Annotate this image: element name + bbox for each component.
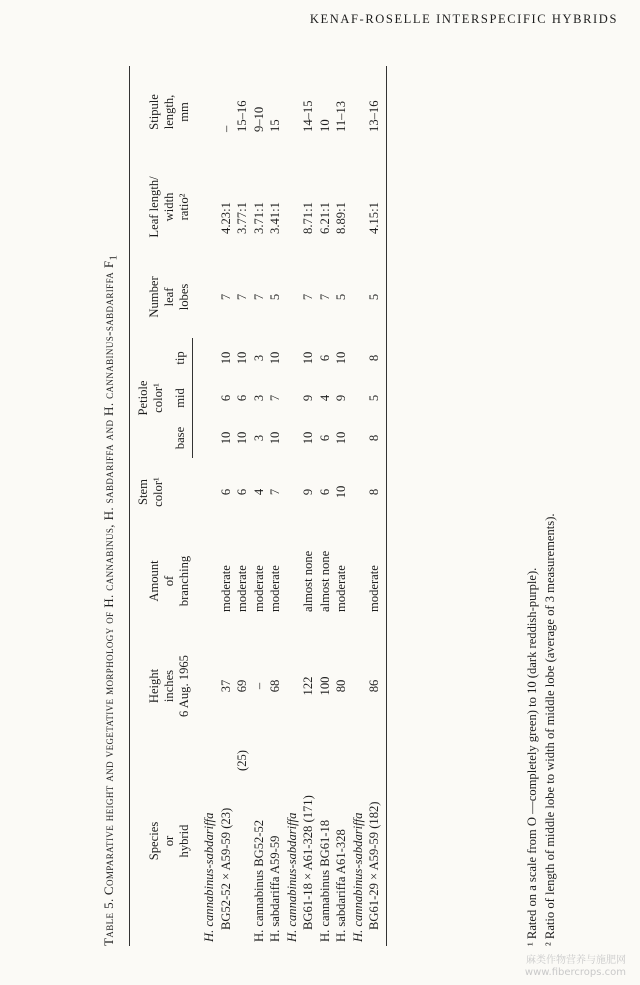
header-species: Species or hybrid [130,736,193,946]
header-leaf-lobes: Number leaf lobes [130,256,193,338]
table-row: H. cannabinus BG61-18 100 almost none 6 6 4 6 7 6.21:1 10 [317,119,332,942]
footnote-2: ² Ratio of length of middle lobe to width of middle lobe (average of 3 measurements). [543,513,557,946]
table-row: H. cannabinus-sabdariffa [202,812,216,942]
table-row: H. sabdariffa A61-328 80 moderate 10 10 9 10 5 8.89:1 11–13 [334,100,348,942]
header-stipule-length: Stipule length, mm [130,66,193,158]
header-petiole-tip: tip [167,338,193,378]
header-stem-color: Stem color¹ [130,458,193,526]
table-caption [101,66,120,946]
table-row: H. cannabinus BG52-52 – moderate 4 3 3 3 7 3.71:1 9–10 [251,106,266,942]
watermark-line-2: www.fibercrops.com [524,967,626,978]
header-petiole-color: Petiole color¹ [130,338,168,458]
caption-subscript: 1 [107,255,120,261]
morphology-table [129,66,387,946]
rotated-table-page [95,50,615,960]
table-row: H. cannabinus-sabdariffa [350,812,365,942]
header-leaf-ratio: Leaf length/ width ratio² [130,158,193,256]
caption-label: Table 5. [101,898,116,946]
header-branching: Amount of branching [130,526,193,636]
watermark-line-1: 麻类作物营养与施肥网 [526,955,626,966]
watermark [525,955,626,979]
header-petiole-mid: mid [167,378,193,418]
table-row: BG61-29 × A59-59 (182) 86 moderate 8 8 5 8 5 4.15:1 13–16 [366,66,386,946]
footnote-1: ¹ Rated on a scale from O —completely green) to 10 (dark reddish-purple). [525,567,539,946]
table-row: BG61-18 × A61-328 (171) 122 almost none 9 10 9 10 7 8.71:1 14–15 [301,100,315,930]
header-height: Height inches 6 Aug. 1965 [130,636,193,736]
caption-text: Comparative height and vegetative morphology of H. cannabinus, H. sabdariffa and H. cannabinus-sabdariffa F [101,260,116,896]
page-header: KENAF-ROSELLE INTERSPECIFIC HYBRIDS [309,12,618,26]
table-row: H. cannabinus-sabdariffa [284,812,299,942]
table-row: (25) 69 moderate 6 10 6 10 7 3.77:1 15–16 [235,100,249,771]
header-petiole-base: base [167,418,193,458]
table-row: H. sabdariffa A59-59 68 moderate 7 10 7 10 5 3.41:1 15 [268,119,282,942]
table-row: BG52-52 × A59-59 (23) 37 moderate 6 10 6 10 7 4.23:1 – [218,125,233,930]
